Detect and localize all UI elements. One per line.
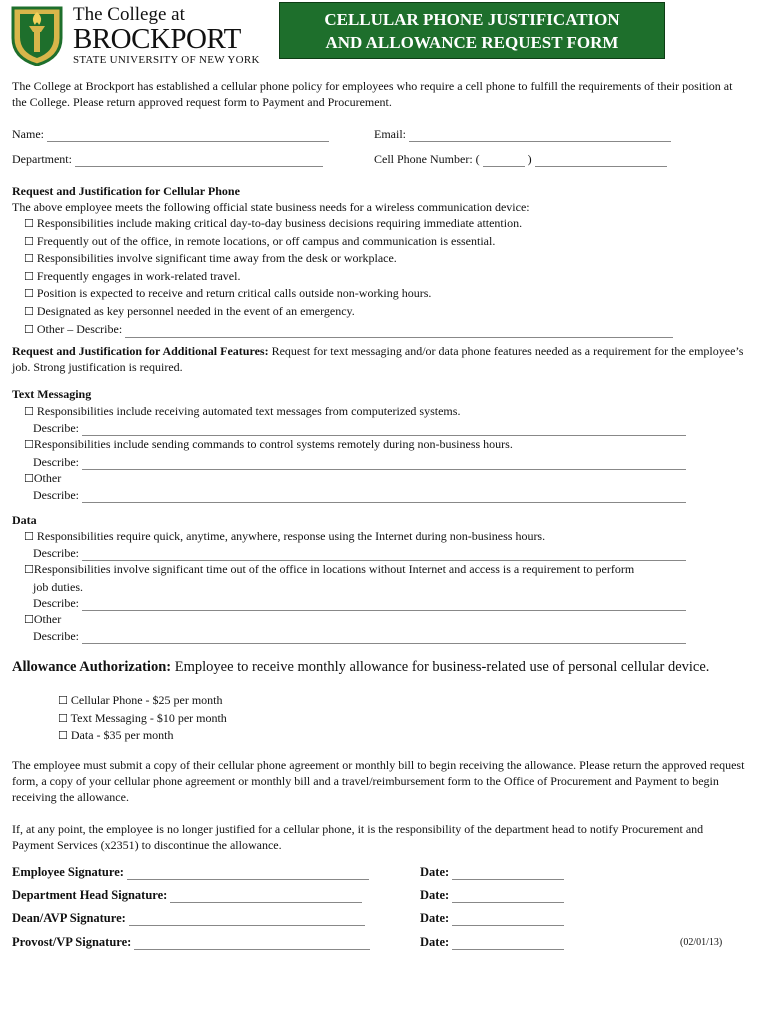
discontinue-paragraph: If, at any point, the employee is no longer justified for a cellular phone, it is the responsibility of the department head to notify Procurement and Payment Services (x2351) to discontinue the allowance.	[12, 822, 704, 852]
checkbox-icon[interactable]: ☐	[24, 530, 34, 543]
data-heading: Data	[12, 513, 37, 527]
allowance-text: Employee to receive monthly allowance for business-related use of personal cellular device.	[171, 659, 710, 675]
list-item-continuation: job duties.	[33, 579, 83, 594]
describe-row: Describe:	[24, 545, 686, 561]
email-label: Email:	[374, 127, 406, 141]
area-code-field[interactable]	[483, 166, 525, 167]
provost-date-row: Date:	[420, 935, 564, 950]
features-paragraph	[12, 343, 747, 375]
features-text: Request for text messaging and/or data phone features needed as a requirement for the employee’s job. Strong justification is required.	[12, 344, 744, 374]
logo-line3: STATE UNIVERSITY OF NEW YORK	[73, 54, 260, 66]
college-logo	[11, 4, 261, 66]
describe-row: Describe:	[24, 628, 686, 644]
provost-signature-field[interactable]	[134, 949, 370, 950]
features-heading: Request and Justification for Additional Features:	[12, 344, 269, 358]
describe-field[interactable]	[82, 469, 686, 470]
checkbox-icon[interactable]: ☐	[24, 287, 34, 301]
checkbox-icon[interactable]: ☐	[24, 304, 34, 318]
justification-intro: The above employee meets the following official state business needs for a wireless communication device:	[12, 200, 530, 214]
name-field[interactable]	[47, 141, 329, 142]
name-row	[12, 126, 329, 142]
department-field[interactable]	[75, 166, 323, 167]
list-item-other[interactable]: ☐Other	[24, 612, 62, 627]
describe-row: Describe:	[24, 420, 686, 436]
provost-signature-row: Provost/VP Signature:	[12, 935, 370, 950]
submission-paragraph: The employee must submit a copy of their cellular phone agreement or monthly bill to begin receiving the allowance. Please return the approved request form, a copy of your cellular phone agreement or monthly bill and a travel/reimbursement form to the Office of Procurement and Payment to begin receiving the allowance.	[12, 758, 745, 804]
justification-list	[24, 215, 673, 338]
checkbox-icon[interactable]: ☐	[24, 471, 34, 485]
form-title	[279, 2, 665, 59]
checkbox-icon[interactable]: ☐	[24, 252, 34, 266]
describe-field[interactable]	[82, 610, 686, 611]
list-item[interactable]: ☐ Cellular Phone - $25 per month	[58, 693, 223, 707]
cell-close-paren: )	[527, 152, 532, 166]
revision-date: (02/01/13)	[680, 937, 723, 948]
list-item[interactable]: ☐ Position is expected to receive and return critical calls outside non-working hours.	[24, 286, 432, 301]
college-crest-icon	[11, 4, 63, 66]
list-item[interactable]: ☐ Frequently out of the office, in remote locations, or off campus and communication is essential.	[24, 233, 496, 248]
describe-field[interactable]	[82, 502, 686, 503]
employee-date-row: Date:	[420, 865, 564, 880]
logo-line2: BROCKPORT	[73, 23, 241, 55]
data-list	[24, 528, 686, 644]
list-item[interactable]: ☐ Responsibilities require quick, anytime, anywhere, response using the Internet during non-business hours.	[24, 529, 546, 543]
employee-signature-field[interactable]	[127, 879, 369, 880]
list-item-other[interactable]: ☐ Other – Describe:	[24, 321, 673, 339]
text-messaging-list	[24, 403, 686, 503]
dean-signature-row: Dean/AVP Signature:	[12, 911, 365, 926]
checkbox-icon[interactable]: ☐	[58, 711, 68, 725]
allowance-row	[12, 658, 709, 676]
checkbox-icon[interactable]: ☐	[24, 563, 34, 577]
employee-signature-row: Employee Signature:	[12, 865, 369, 880]
list-item-other[interactable]: ☐Other	[24, 470, 62, 485]
email-field[interactable]	[409, 141, 671, 142]
checkbox-icon[interactable]: ☐	[24, 438, 34, 452]
list-item[interactable]: ☐ Text Messaging - $10 per month	[58, 710, 227, 725]
checkbox-icon[interactable]: ☐	[58, 729, 68, 743]
list-item[interactable]: ☐Responsibilities involve significant time out of the office in locations without Internet and access is a requirement to perform	[24, 562, 635, 577]
cell-row	[374, 151, 667, 167]
list-item[interactable]: ☐ Data - $35 per month	[58, 728, 174, 743]
cell-label: Cell Phone Number: (	[374, 152, 480, 166]
describe-row: Describe:	[24, 454, 686, 470]
list-item[interactable]: ☐ Frequently engages in work-related travel.	[24, 268, 241, 283]
checkbox-icon[interactable]: ☐	[58, 694, 68, 707]
dept-head-date-row: Date:	[420, 888, 564, 903]
title-line2: AND ALLOWANCE REQUEST FORM	[325, 33, 619, 52]
dean-signature-field[interactable]	[129, 925, 365, 926]
list-item[interactable]: ☐ Responsibilities include receiving automated text messages from computerized systems.	[24, 404, 461, 418]
list-item[interactable]: ☐ Responsibilities involve significant time away from the desk or workplace.	[24, 251, 397, 266]
email-row	[374, 126, 671, 142]
employee-date-field[interactable]	[452, 879, 564, 880]
dept-head-signature-field[interactable]	[170, 902, 362, 903]
department-row	[12, 151, 323, 167]
checkbox-icon[interactable]: ☐	[24, 269, 34, 283]
list-item[interactable]: ☐ Designated as key personnel needed in the event of an emergency.	[24, 303, 355, 318]
allowance-heading: Allowance Authorization:	[12, 659, 172, 675]
describe-row: Describe:	[24, 595, 686, 611]
other-describe-field[interactable]	[125, 337, 673, 338]
checkbox-icon[interactable]: ☐	[24, 405, 34, 418]
allowance-list	[58, 692, 227, 745]
text-messaging-heading: Text Messaging	[12, 387, 92, 401]
department-label: Department:	[12, 152, 72, 166]
logo-line1: The College at	[73, 4, 185, 25]
dept-head-signature-row: Department Head Signature:	[12, 888, 362, 903]
dept-head-date-field[interactable]	[452, 902, 564, 903]
checkbox-icon[interactable]: ☐	[24, 613, 34, 627]
cell-number-field[interactable]	[535, 166, 667, 167]
intro-paragraph: The College at Brockport has established a cellular phone policy for employees who require a cell phone to fulfill the requirements of their position at the College. Please return approved request form to Payment and Procurement.	[12, 79, 733, 109]
dean-date-field[interactable]	[452, 925, 564, 926]
checkbox-icon[interactable]: ☐	[24, 217, 34, 230]
provost-date-field[interactable]	[452, 949, 564, 950]
describe-row: Describe:	[24, 487, 686, 503]
justification-heading: Request and Justification for Cellular Phone	[12, 184, 240, 198]
dean-date-row: Date:	[420, 911, 564, 926]
name-label: Name:	[12, 127, 44, 141]
describe-field[interactable]	[82, 643, 686, 644]
title-line1: CELLULAR PHONE JUSTIFICATION	[324, 10, 620, 29]
list-item[interactable]: ☐ Responsibilities include making critical day-to-day business decisions requiring immediate attention.	[24, 216, 523, 230]
checkbox-icon[interactable]: ☐	[24, 322, 34, 336]
checkbox-icon[interactable]: ☐	[24, 234, 34, 248]
list-item[interactable]: ☐Responsibilities include sending commands to control systems remotely during non-business hours.	[24, 437, 513, 452]
